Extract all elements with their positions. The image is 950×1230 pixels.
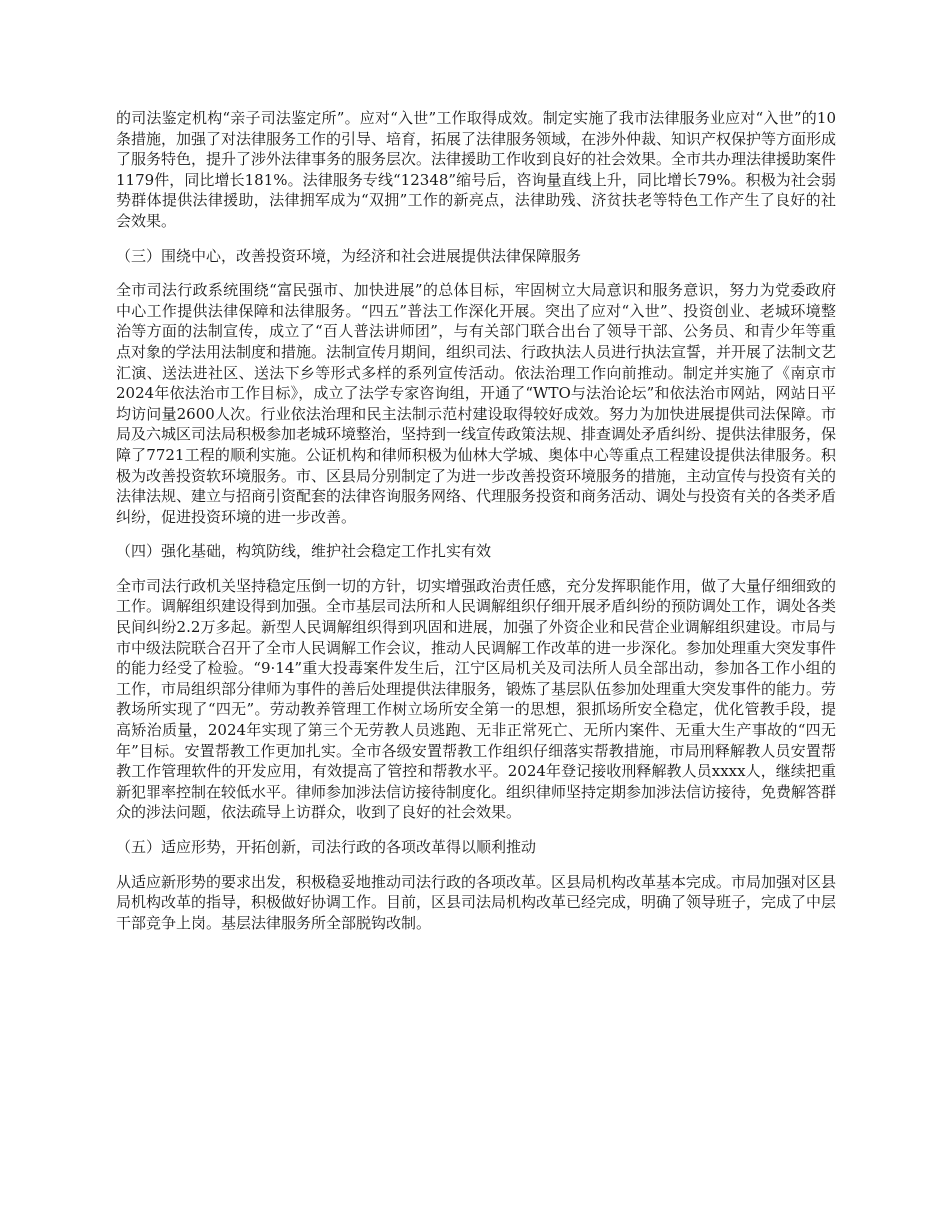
section-heading-3: （三）围绕中心，改善投资环境，为经济和社会进展提供法律保障服务 — [116, 246, 582, 265]
paragraph-social-stability: 全市司法行政机关坚持稳定压倒一切的方针，切实增强政治责任感，充分发挥职能作用，做了大量仔细细致的工作。调解组织建设得到加强。全市基层司法所和人民调解组织仔细开展矛盾纠纷的预防调处工作，调处各类民间纠纷2.2万多起。新型人民调解组织得到巩固和进展，加强了外资企业和民营企业调解组织建设。市局与市中级法院联合召开了全市人民调解工作会议，推动人民调解工作改革的进一步深化。参加处理重大突发事件的能力经受了检验。“9·14”重大投毒案件发生后，江宁区局机关及司法所人员全部出动，参加各工作小组的工作，市局组织部分律师为事件的善后处理提供法律服务，锻炼了基层队伍参加处理重大突发事件的能力。劳教场所实现了“四无”。劳动教养管理工作树立场所安全第一的思想，狠抓场所安全稳定，优化管教手段，提高矫治质量，2024年实现了第三个无劳教人员逃跑、无非正常死亡、无所内案件、无重大生产事故的“四无年”目标。安置帮教工作更加扎实。全市各级安置帮教工作组织仔细落实帮教措施，市局刑释解教人员安置帮教工作管理软件的开发应用，有效提高了管控和帮教水平。2024年登记接收刑释解教人员xxxx人，继续把重新犯罪率控制在较低水平。律师参加涉法信访接待制度化。组织律师坚持定期参加涉法信访接待，免费解答群众的涉法问题，依法疏导上访群众，收到了良好的社会效果。 — [116, 576, 837, 822]
document-page — [116, 108, 836, 933]
section-heading-5: （五）适应形势，开拓创新，司法行政的各项改革得以顺利推动 — [116, 838, 537, 856]
paragraph-investment-environment: 全市司法行政系统围绕“富民强市、加快进展”的总体目标，牢固树立大局意识和服务意识，努力为党委政府中心工作提供法律保障和法律服务。“四五”普法工作深化开展。突出了应对“入世”、投资创业、老城环境整治等方面的法制宣传，成立了“百人普法讲师团”，与有关部门联合出台了领导干部、公务员、和青少年等重点对象的学法用法制度和措施。法制宣传月期间，组织司法、行政执法人员进行执法宣誓，并开展了法制文艺汇演、送法进社区、送法下乡等形式多样的系列宣传活动。依法治理工作向前推动。制定并实施了《南京市2024年依法治市工作目标》，成立了法学专家咨询组，开通了“WTO与法治论坛”和依法治市网站，网站日平均访问量2600人次。行业依法治理和民主法制示范村建设取得较好成效。努力为加快进展提供司法保障。市局及六城区司法局积极参加老城环境整治，坚持到一线宣传政策法规、排查调处矛盾纠纷、提供法律服务，保障了7721工程的顺利实施。公证机构和律师积极为仙林大学城、奥体中心等重点工程建设提供法律服务。积极为改善投资软环境服务。市、区县局分别制定了为进一步改善投资环境服务的措施，主动宣传与投资有关的法律法规、建立与招商引资配套的法律咨询服务网络、代理服务投资和商务活动、调处与投资有关的各类矛盾纠纷，促进投资环境的进一步改善。 — [116, 281, 837, 526]
paragraph-reform: 从适应新形势的要求出发，积极稳妥地推动司法行政的各项改革。区县局机构改革基本完成。市局加强对区县局机构改革的指导，积极做好协调工作。目前，区县司法局机构改革已经完成，明确了领导班子，完成了中层干部竞争上岗。基层法律服务所全部脱钩改制。 — [116, 872, 837, 932]
paragraph-legal-services: 的司法鉴定机构“亲子司法鉴定所”。应对“入世”工作取得成效。制定实施了我市法律服务业应对“入世”的10条措施，加强了对法律服务工作的引导、培育，拓展了法律服务领域，在涉外仲裁、知识产权保护等方面形成了服务特色，提升了涉外法律事务的服务层次。法律援助工作收到良好的社会效果。全市共办理法律援助案件1179件，同比增长181%。法律服务专线“12348”缩号后，咨询量直线上升，同比增长79%。积极为社会弱势群体提供法律援助，法律拥军成为“双拥”工作的新亮点，法律助残、济贫扶老等特色工作产生了良好的社会效果。 — [116, 109, 837, 230]
section-heading-4: （四）强化基础，构筑防线，维护社会稳定工作扎实有效 — [116, 542, 492, 561]
